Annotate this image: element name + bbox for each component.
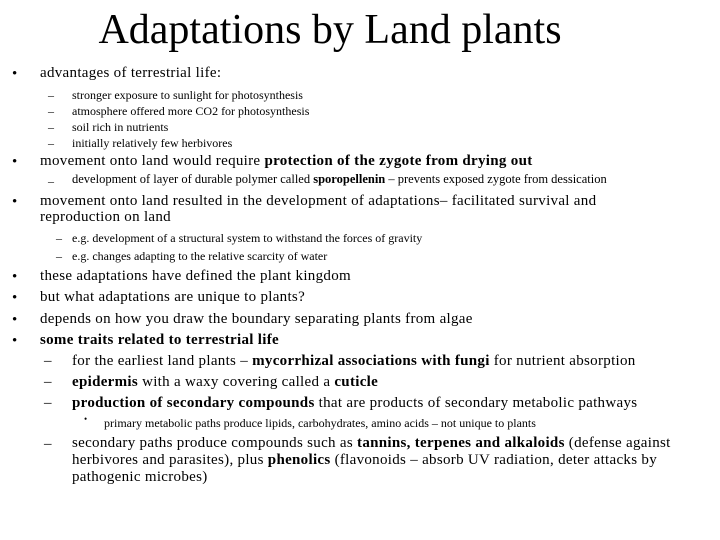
bullet-unique-adaptations: but what adaptations are unique to plants? [40, 289, 306, 305]
text-span: – prevents exposed zygote from dessication [385, 172, 607, 186]
bullet-marker: • [12, 66, 18, 82]
sub-bullet-secondary-paths-line2 [72, 452, 657, 469]
sub-bullet-gravity: e.g. development of a structural system to withstand the forces of gravity [72, 231, 423, 245]
bold-text: epidermis [72, 374, 139, 390]
bold-text: cuticle [334, 374, 379, 390]
sub-bullet-secondary-compounds [72, 395, 637, 412]
bullet-adaptations-line1: movement onto land resulted in the development of adaptations– facilitated survival and [40, 193, 597, 209]
dash-marker: – [48, 174, 54, 188]
sub-bullet-epidermis [72, 374, 378, 391]
dash-marker: – [56, 231, 62, 245]
dash-marker: – [56, 249, 62, 263]
sub-bullet-herbivores: initially relatively few herbivores [72, 136, 233, 150]
sub-bullet-marker: • [84, 414, 88, 424]
text-span: with a waxy covering called a [138, 374, 335, 390]
text-span: that are products of secondary metabolic pathways [314, 395, 638, 411]
sub-bullet-mycorrhizal [72, 353, 636, 370]
bullet-marker: • [12, 154, 18, 170]
page-title: Adaptations by Land plants [98, 7, 562, 53]
bullet-boundary: depends on how you draw the boundary separating plants from algae [40, 311, 473, 327]
bold-text: tannins, terpenes and alkaloids [357, 435, 565, 451]
text-span: (defense against [564, 435, 671, 451]
bullet-adaptations-line2: reproduction on land [40, 209, 171, 225]
bold-text: phenolics [267, 452, 331, 468]
bold-text: sporopellenin [313, 172, 386, 186]
text-span: movement onto land would require [40, 153, 265, 169]
bullet-marker: • [12, 290, 18, 306]
text-span: development of layer of durable polymer called [72, 172, 314, 186]
bold-text: mycorrhizal associations with fungi [252, 353, 490, 369]
dash-marker: – [48, 104, 54, 118]
sub-sub-bullet-primary-paths: primary metabolic paths produce lipids, carbohydrates, amino acids – not unique to plants [104, 416, 536, 430]
bullet-plant-kingdom: these adaptations have defined the plant kingdom [40, 268, 351, 284]
dash-marker: – [48, 120, 54, 134]
sub-bullet-sporopellenin [72, 172, 607, 187]
bullet-marker: • [12, 269, 18, 285]
sub-bullet-secondary-paths-line1 [72, 435, 671, 452]
sub-bullet-soil: soil rich in nutrients [72, 120, 169, 134]
sub-bullet-secondary-paths-line3: pathogenic microbes) [72, 469, 208, 485]
bullet-marker: • [12, 333, 18, 349]
bullet-marker: • [12, 312, 18, 328]
text-span: (flavonoids – absorb UV radiation, deter attacks by [330, 452, 658, 468]
sub-bullet-co2: atmosphere offered more CO2 for photosynthesis [72, 104, 310, 118]
bullet-traits [40, 332, 279, 349]
text-span: for nutrient absorption [489, 353, 636, 369]
dash-marker: – [44, 374, 52, 390]
sub-bullet-water: e.g. changes adapting to the relative scarcity of water [72, 249, 328, 263]
dash-marker: – [48, 88, 54, 102]
bold-text: some traits related to terrestrial life [40, 332, 279, 348]
bullet-zygote-protection [40, 153, 533, 170]
dash-marker: – [48, 136, 54, 150]
bullet-marker: • [12, 194, 18, 210]
dash-marker: – [44, 395, 52, 411]
dash-marker: – [44, 353, 52, 369]
dash-marker: – [44, 436, 52, 452]
bullet-advantages: advantages of terrestrial life: [40, 65, 222, 81]
text-span: for the earliest land plants – [72, 353, 253, 369]
text-span: herbivores and parasites), plus [72, 452, 268, 468]
text-span: secondary paths produce compounds such as [72, 435, 358, 451]
bold-text: protection of the zygote from drying out [264, 153, 533, 169]
sub-bullet-sunlight: stronger exposure to sunlight for photosynthesis [72, 88, 303, 102]
bold-text: production of secondary compounds [72, 395, 315, 411]
